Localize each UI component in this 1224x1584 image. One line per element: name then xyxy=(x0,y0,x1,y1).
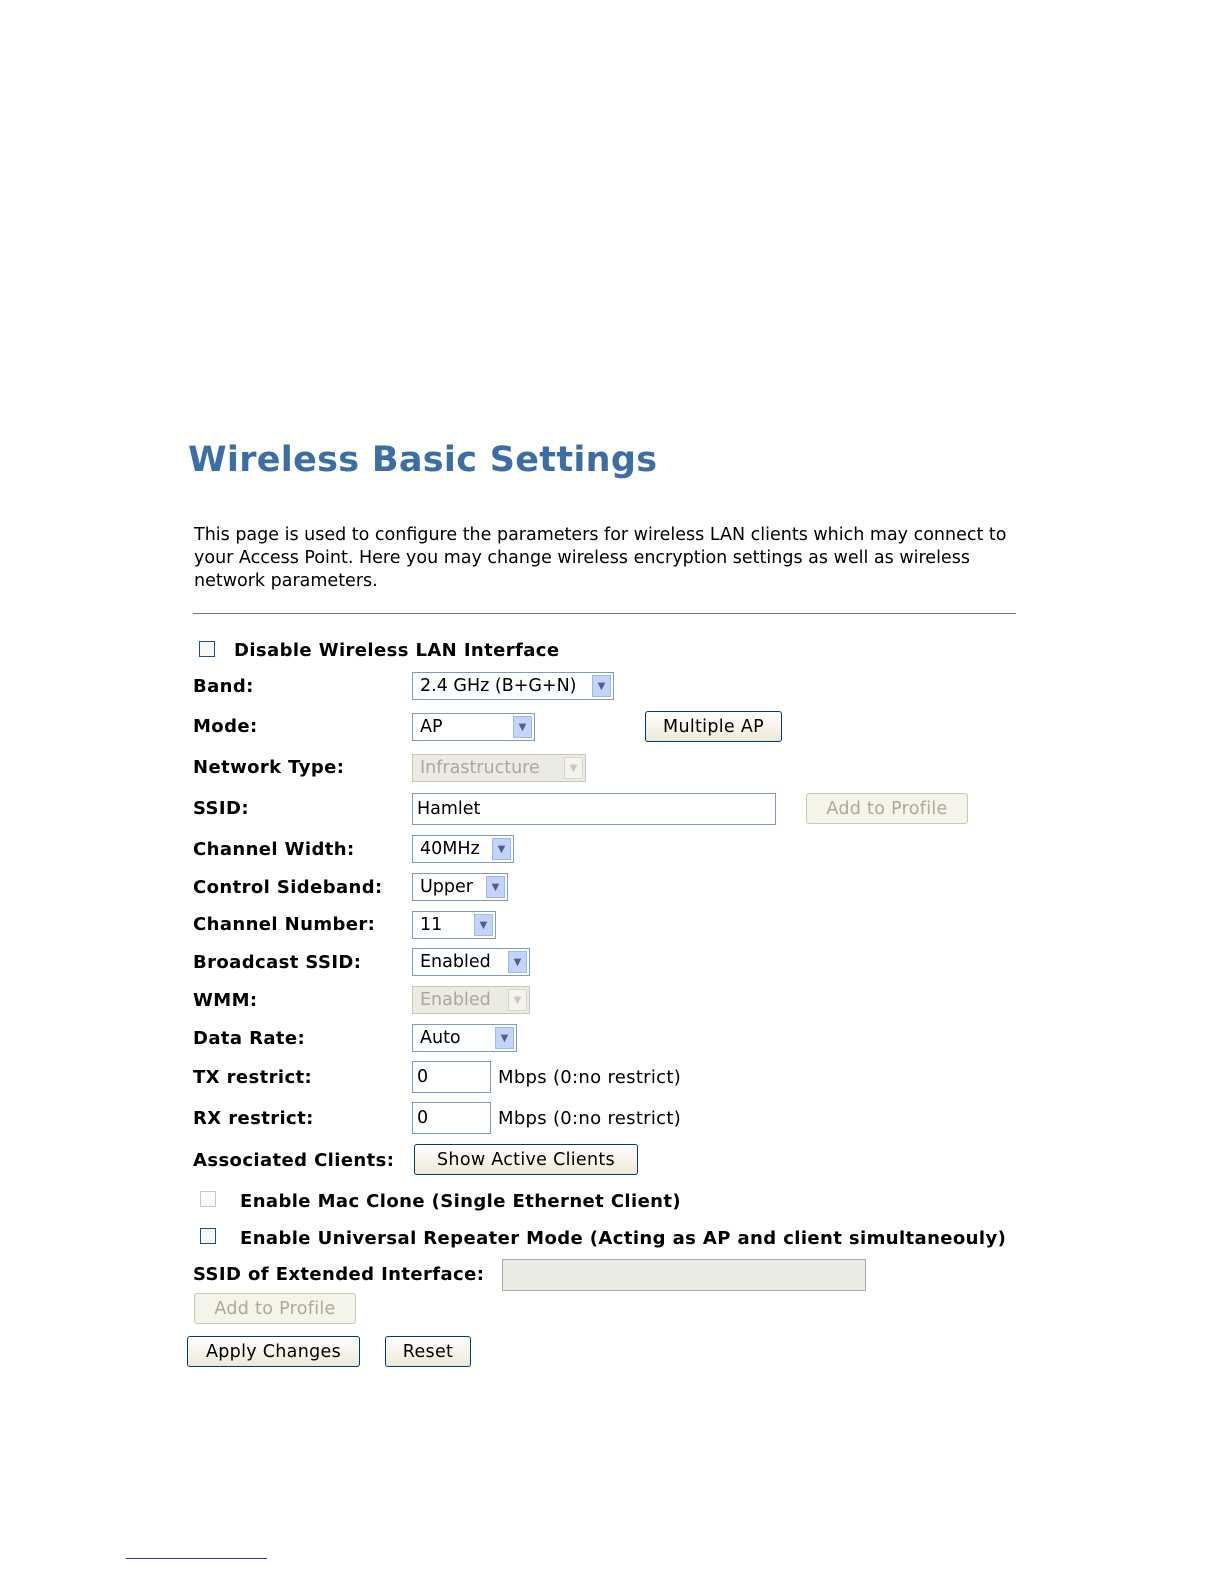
network-type-label: Network Type: xyxy=(193,757,345,778)
rx-restrict-input[interactable]: 0 xyxy=(412,1102,491,1134)
network-type-value: Infrastructure xyxy=(420,758,540,778)
chevron-down-icon: ▼ xyxy=(513,716,532,738)
data-rate-label: Data Rate: xyxy=(193,1028,306,1049)
tx-restrict-input[interactable]: 0 xyxy=(412,1061,491,1093)
tx-restrict-label: TX restrict: xyxy=(193,1067,313,1088)
associated-clients-label: Associated Clients: xyxy=(193,1150,395,1171)
band-label: Band: xyxy=(193,676,254,697)
broadcast-ssid-value: Enabled xyxy=(420,952,491,972)
reset-button[interactable]: Reset xyxy=(385,1336,471,1367)
universal-repeater-label: Enable Universal Repeater Mode (Acting as AP and client simultaneouly) xyxy=(240,1228,1007,1249)
extended-ssid-label: SSID of Extended Interface: xyxy=(193,1264,485,1285)
broadcast-ssid-select[interactable] xyxy=(412,948,530,976)
universal-repeater-checkbox[interactable] xyxy=(200,1228,216,1244)
channel-number-select[interactable] xyxy=(412,911,496,939)
ssid-input[interactable]: Hamlet xyxy=(412,793,776,825)
wmm-value: Enabled xyxy=(420,990,491,1010)
control-sideband-value: Upper xyxy=(420,877,473,897)
chevron-down-icon: ▼ xyxy=(486,876,505,898)
channel-number-label: Channel Number: xyxy=(193,914,376,935)
ssid-add-to-profile-button[interactable]: Add to Profile xyxy=(806,793,968,824)
chevron-down-icon: ▼ xyxy=(492,838,511,860)
control-sideband-label: Control Sideband: xyxy=(193,877,383,898)
control-sideband-select[interactable] xyxy=(412,873,508,901)
footnote-rule xyxy=(126,1558,267,1559)
multiple-ap-button[interactable]: Multiple AP xyxy=(645,711,782,742)
apply-changes-button[interactable]: Apply Changes xyxy=(187,1336,360,1367)
page-title: Wireless Basic Settings xyxy=(188,440,658,480)
mac-clone-checkbox[interactable] xyxy=(200,1191,216,1207)
tx-restrict-unit: Mbps (0:no restrict) xyxy=(498,1067,682,1088)
channel-width-value: 40MHz xyxy=(420,839,480,859)
wmm-label: WMM: xyxy=(193,990,258,1011)
show-active-clients-button[interactable]: Show Active Clients xyxy=(414,1144,638,1175)
network-type-select[interactable] xyxy=(412,754,586,782)
ssid-label: SSID: xyxy=(193,798,249,819)
mode-select[interactable] xyxy=(412,713,535,741)
chevron-down-icon: ▼ xyxy=(495,1027,514,1049)
chevron-down-icon: ▼ xyxy=(474,914,493,936)
channel-width-select[interactable] xyxy=(412,835,514,863)
data-rate-select[interactable] xyxy=(412,1024,517,1052)
rx-restrict-unit: Mbps (0:no restrict) xyxy=(498,1108,682,1129)
chevron-down-icon: ▼ xyxy=(508,989,527,1011)
mode-value: AP xyxy=(420,717,443,737)
chevron-down-icon: ▼ xyxy=(564,757,583,779)
extended-add-to-profile-button[interactable]: Add to Profile xyxy=(194,1293,356,1324)
disable-wlan-label: Disable Wireless LAN Interface xyxy=(234,640,560,661)
broadcast-ssid-label: Broadcast SSID: xyxy=(193,952,362,973)
divider xyxy=(193,613,1016,614)
wmm-select[interactable] xyxy=(412,986,530,1014)
chevron-down-icon: ▼ xyxy=(592,675,611,697)
chevron-down-icon: ▼ xyxy=(508,951,527,973)
disable-wlan-checkbox[interactable] xyxy=(199,641,215,657)
band-value: 2.4 GHz (B+G+N) xyxy=(420,676,577,696)
extended-ssid-input[interactable] xyxy=(502,1259,866,1291)
rx-restrict-label: RX restrict: xyxy=(193,1108,314,1129)
band-select[interactable] xyxy=(412,672,614,700)
channel-width-label: Channel Width: xyxy=(193,839,355,860)
channel-number-value: 11 xyxy=(420,915,443,935)
data-rate-value: Auto xyxy=(420,1028,461,1048)
page-description: This page is used to configure the parameters for wireless LAN clients which may connect to your Access Point. Here you may change wireless encryption settings as well as wireless network parameters. xyxy=(194,525,1007,591)
mac-clone-label: Enable Mac Clone (Single Ethernet Client) xyxy=(240,1191,682,1212)
mode-label: Mode: xyxy=(193,716,258,737)
